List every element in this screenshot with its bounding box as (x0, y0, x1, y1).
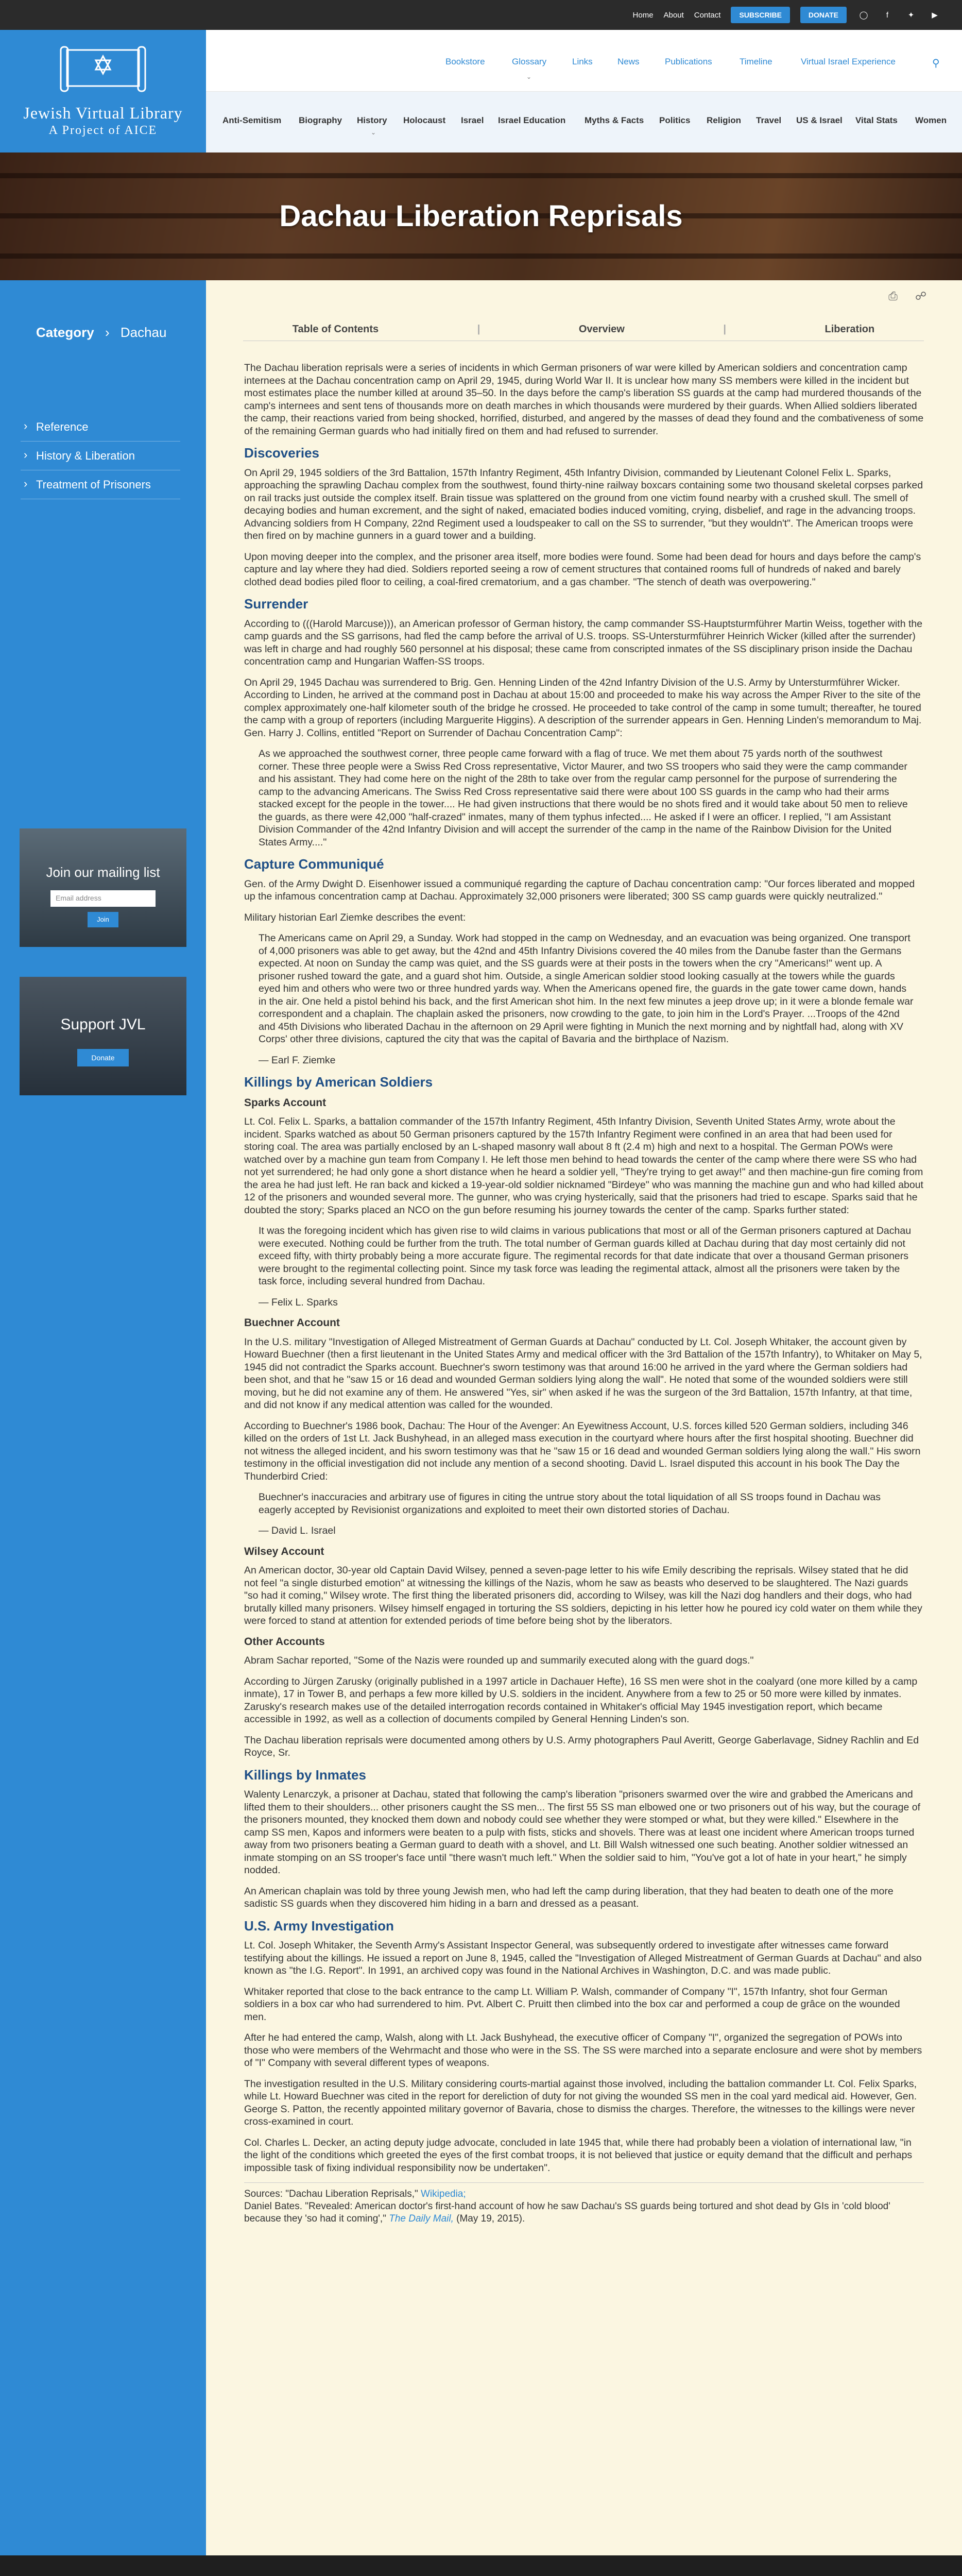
toc-liberation[interactable]: Liberation (824, 324, 875, 335)
top-link-home[interactable]: Home (632, 10, 654, 20)
support-heading: Support JVL (60, 1016, 146, 1033)
nav-links[interactable]: Links (572, 57, 593, 66)
paragraph: According to Buechner's 1986 book, Dachau: The Hour of the Avenger: An Eyewitness Account, U.S. forces killed 520 German soldiers, including 346 killed on the orders of 1st Lt. Jack Bushyhead, in an alleged mass execution in the courtyard where hours after the first hospital shooting. Buechner did not witness the alleged incident, and his sworn testimony was that he "saw 15 or 16 dead and wounded German soldiers lying along the wall." His sworn testimony in the official investigation did not include any mention of a second shooting. David L. Israel disputed this account in his book The Day the Thunderbird Cried: (244, 1420, 921, 1482)
source-link-wikipedia[interactable]: Wikipedia; (421, 2189, 466, 2199)
paragraph: According to Jürgen Zarusky (originally published in a 1997 article in Dachauer Hefte), 16 SS men were shot in the coalyard (one more killed by a camp inmate), 17 in Tower B, and perhaps a few more killed by U.S. soldiers in the incident. Anywhere from a few to 25 or 50 more were killed by inmates. Zarusky's research makes use of the detailed interrogation records contained in Whitaker's official May 1945 investigation report, which became accessible in 1992, as well as a collection of documents compiled by General Henning Linden's son. (244, 1675, 918, 1725)
blockquote: It was the foregoing incident which has given rise to wild claims in various publications that most or all of the German prisoners captured at Dachau were executed. Nothing could be further from the truth. The total number of German guards killed at Dachau during that day most certainly did not exceed fifty, with thirty probably being a more accurate figure. The regimental records for that date indicate that over a thousand German prisoners were brought to the regimental collecting point. Since my task force was leading the regimental attack, almost all the prisoners were taken by the task force, including several hundred from Dachau. (259, 1225, 912, 1287)
chevron-down-icon: ⌄ (526, 73, 532, 80)
top-bar (0, 0, 962, 30)
search-icon[interactable]: ⚲ (932, 58, 940, 69)
heading-killings-inmates: Killings by Inmates (244, 1767, 366, 1783)
shelf-decoration (0, 253, 962, 259)
paragraph: On April 29, 1945 soldiers of the 3rd Battalion, 157th Infantry Regiment, 45th Infantry Division, commanded by Lieutenant Colonel Felix L. Sparks, approaching the sprawling Dachau complex from the southwest, found thirty-nine railway boxcars containing some two thousand skeletal corpses parked on rail tracks just outside the complex itself. Brain tissue was splattered on the ground from one victim found nearby with a crushed skull. The smell of decaying bodies and human excrement, and the sight of naked, emaciated bodies induced vomiting, crying, disbelief, and rage in the advancing troops. Advancing soldiers from H Company, 22nd Regiment used a loudspeaker to call on the SS to surrender, "but they wouldn't". The American troops were then fired on by machine gunners in a guard tower and a building. (244, 467, 923, 541)
toc-overview[interactable]: Overview (578, 324, 625, 335)
nav-history[interactable]: History (357, 115, 387, 125)
nav-publications[interactable]: Publications (665, 57, 712, 66)
nav-glossary[interactable]: Glossary (512, 57, 547, 66)
subscribe-button[interactable]: SUBSCRIBE (731, 7, 789, 23)
email-input[interactable]: Email address (50, 890, 156, 907)
paragraph: Abram Sachar reported, "Some of the Nazis were rounded up and summarily executed along with the guard dogs." (244, 1655, 754, 1666)
join-button[interactable]: Join (88, 912, 118, 927)
paragraph: An American chaplain was told by three young Jewish men, who had left the camp during liberation, that they had beaten to death one of the more sadistic SS guards when they discovered him hiding in a barn and dressed as a peasant. (244, 1885, 894, 1909)
instagram-icon[interactable]: ◯ (859, 11, 868, 20)
paragraph: Lt. Col. Felix L. Sparks, a battalion commander of the 157th Infantry Regiment, 45th Infantry Division, Seventh United States Army, wrote about the incident. Sparks watched as about 50 German prisoners captured by the 157th Infantry Regiment were confined in an area that had been used for storing coal. The area was partially enclosed by an L-shaped masonry wall about 8 ft (2.4 m) high and next to a hospital. The German POWs were watched over by a machine gun team from Company I. He left those men behind to head towards the center of the camp where there were SS who had not yet surrendered; he had only gone a short distance when he heard a soldier yell, "They're trying to get away!" and then machine-gun fire coming from the area he had just left. He ran back and kicked a 19-year-old soldier nicknamed "Birdeye" who was manning the machine gun and who had killed about 12 of the prisoners and wounded several more. The gunner, who was crying hysterically, said that the prisoners had tried to escape. Sparks said that he doubted the story; Sparks placed an NCO on the gun before resuming his journey towards the center of the camp. Sparks further stated: (244, 1116, 923, 1216)
support-box (20, 977, 186, 1095)
source-link-daily-mail[interactable]: The Daily Mail, (389, 2213, 454, 2224)
intro-paragraph: The Dachau liberation reprisals were a series of incidents in which German prisoners of war were killed by American soldiers and concentration camp internees at the Dachau concentration camp on April 29, 1945, during World War II. It is unclear how many SS members were killed in the incident but most estimates place the number killed at around 35–50. In the days before the camp's liberation SS guards at the camp had murdered thousands of the camp's internees and sent tens of thousands more on death marches in which thousands were murdered by their guards. When Allied soldiers liberated the camp, their reactions varied from being shocked, horrified, disturbed, and angered by the masses of dead they found and the combativeness of some of the remaining German guards who had initially fired on them and had refused to surrender. (244, 362, 924, 437)
quote-credit: — David L. Israel (259, 1525, 336, 1536)
toc-divider: | (723, 324, 726, 335)
facebook-icon[interactable]: f (886, 10, 889, 20)
heading-capture: Capture Communiqué (244, 856, 384, 872)
nav-israel[interactable]: Israel (461, 115, 484, 125)
nav-israel-education[interactable]: Israel Education (498, 115, 566, 125)
heading-killings-american: Killings by American Soldiers (244, 1074, 433, 1090)
nav-news[interactable]: News (617, 57, 640, 66)
toc-table-of-contents[interactable]: Table of Contents (292, 324, 379, 335)
paragraph: The Dachau liberation reprisals were documented among others by U.S. Army photographers Paul Averitt, George Gaberlavage, Sidney Rachlin and Ed Royce, Sr. (244, 1734, 919, 1758)
nav-myths-facts[interactable]: Myths & Facts (585, 115, 644, 125)
category-value[interactable]: Dachau (120, 325, 167, 340)
category-label: Category (36, 325, 94, 340)
main-nav (206, 92, 962, 152)
sidebar-donate-button[interactable]: Donate (77, 1049, 129, 1066)
mailing-heading: Join our mailing list (46, 865, 160, 880)
blockquote: As we approached the southwest corner, three people came forward with a flag of truce. We met them about 75 yards north of the southwest corner. These three people were a Swiss Red Cross representative, Victor Maurer, and two SS troopers who said they were the camp commander and his assistant. They had come here on the night of the 28th to take over from the regular camp personnel for the purpose of surrendering the camp to the advancing Americans. The Swiss Red Cross representative said there were about 100 SS guards in the camp who had their arms stacked except for the people in the tower.... He had given instructions that there would be no shots fired and it would take about 50 men to relieve the guards, as there were 42,000 "half-crazed" inmates, many of them typhus infected.... He asked if I were an officer. I replied, "I am Assistant Division Commander of the 42nd Infantry Division and will accept the surrender of the camp in the name of the Rainbow Division for the United States Army...." (259, 748, 908, 848)
category-heading (36, 325, 166, 341)
brand-subtitle: A Project of AICE (48, 124, 158, 137)
paragraph: Gen. of the Army Dwight D. Eisenhower issued a communiqué regarding the capture of Dachau concentration camp: "Our forces liberated and mopped up the infamous concentration camp at Dachau. Approximately 32,000 prisoners were liberated; 300 SS camp guards were quickly neutralized." (244, 878, 915, 902)
site-logo[interactable] (0, 30, 206, 152)
heading-buechner: Buechner Account (244, 1317, 340, 1329)
page-tools (886, 290, 928, 304)
table-of-contents (243, 324, 924, 341)
quote-credit: — Earl F. Ziemke (259, 1054, 336, 1066)
paragraph: An American doctor, 30-year old Captain David Wilsey, penned a seven-page letter to his wife Emily describing the reprisals. Wilsey stated that he did not feel "a single disturbed emotion" at witnessing the killings of the Nazis, whom he saw as beasts who deserved to be slaughtered. The Nazi guards "so had it coming," Wilsey wrote. The first thing the liberated prisoners did, according to Wilsey, was kill the Nazi dog handlers and their dogs, who had brutally killed many prisoners. Wilsey himself engaged in torturing the SS soldiers, depicting in his letter how he poured icy cold water on them while they were forced to stand at attention for extended periods of time before being shot by the liberators. (244, 1565, 922, 1626)
page-title: Dachau Liberation Reprisals (279, 199, 683, 233)
paragraph: Upon moving deeper into the complex, and the prisoner area itself, more bodies were found. Some had been dead for hours and days before the camp's capture and lay where they had died. Soldiers reported seeing a row of cement structures that contained rooms full of hundreds of naked and barely clothed dead bodies piled floor to ceiling, a coal-fired crematorium, and a gas chamber. "The stench of death was overpowering." (244, 551, 921, 588)
paragraph: The investigation resulted in the U.S. Military considering courts-martial against those involved, including the battalion commander Lt. Col. Felix Sparks, while Lt. Howard Buechner was cited in the report for dereliction of duty for not giving the wounded SS men in the coal yard medical aid. However, Gen. George S. Patton, the recently appointed military governor of Bavaria, chose to dismiss the charges. Therefore, the witnesses to the killings were never cross-examined in court. (244, 2078, 917, 2127)
torah-scroll-icon (57, 45, 149, 96)
paragraph: Col. Charles L. Decker, an acting deputy judge advocate, concluded in late 1945 that, while there had probably been a violation of international law, "in the light of the conditions which greeted the eyes of the first combat troops, it is not believed that justice or equity demand that the difficult and perhaps impossible task of fixing individual responsibility now be undertaken". (244, 2137, 913, 2174)
source-text: Sources: "Dachau Liberation Reprisals," (244, 2189, 418, 2199)
footer (0, 2555, 962, 2576)
sidebar-item-reference[interactable]: › Reference (21, 415, 180, 442)
paragraph: Military historian Earl Ziemke describes the event: (244, 911, 466, 923)
paragraph: Lt. Col. Joseph Whitaker, the Seventh Army's Assistant Inspector General, was subsequently ordered to investigate after witnesses came forward testifying about the killings. He issued a report on June 8, 1945, called the "Investigation of Alleged Mistreatment of German Guards at Dachau" and also known as "the I.G. Report". In 1991, an archived copy was found in the National Archives in Washington, D.C. and was made public. (244, 1940, 922, 1976)
heading-surrender: Surrender (244, 596, 308, 612)
sidebar-item-history-liberation[interactable]: › History & Liberation (21, 444, 180, 470)
nav-religion[interactable]: Religion (707, 115, 742, 125)
heading-wilsey: Wilsey Account (244, 1545, 324, 1557)
twitter-icon[interactable]: ✦ (907, 11, 915, 20)
nav-antisemitism[interactable]: Anti-Semitism (222, 115, 282, 125)
youtube-icon[interactable]: ▶ (932, 11, 938, 20)
article-body (244, 362, 924, 2225)
brand-title: Jewish Virtual Library (23, 104, 183, 122)
nav-women[interactable]: Women (915, 115, 947, 125)
share-icon[interactable]: ☍ (915, 290, 927, 302)
print-icon[interactable]: ⎙ (888, 290, 898, 302)
nav-travel[interactable]: Travel (756, 115, 782, 125)
nav-us-israel[interactable]: US & Israel (796, 115, 843, 125)
paragraph: After he had entered the camp, Walsh, along with Lt. Jack Bushyhead, the executive officer of Company "I", organized the segregation of POWs into those who were members of the Wehrmacht and those who were in the SS. The SS were marched into a separate enclosure and were shot by members of "I" Company with several different types of weapons. (244, 2032, 922, 2069)
mailing-list-box (20, 828, 186, 947)
nav-vital-stats[interactable]: Vital Stats (855, 115, 898, 125)
hero-banner (0, 152, 962, 280)
nav-bookstore[interactable]: Bookstore (445, 57, 485, 66)
heading-us-army: U.S. Army Investigation (244, 1918, 394, 1934)
paragraph: On April 29, 1945 Dachau was surrendered to Brig. Gen. Henning Linden of the 42nd Infantry Division of the U.S. Army by Untersturmführer Wicker. According to Linden, he arrived at the command post in Dachau at about 15:00 and proceeded to make his way across the Amper River to the site of the complex approximately one-half kilometer south of the bridge he crossed. He proceeded to take control of the camp in some tumult; thereafter, he toured the camp with a group of reporters (including Marguerite Higgins). A description of the surrender appears in Gen. Henning Linden's memorandum to Maj. Gen. Harry J. Collins, entitled "Report on Surrender of Dachau Concentration Camp": (244, 676, 922, 739)
paragraph: Walenty Lenarczyk, a prisoner at Dachau, stated that following the camp's liberation "prisoners swarmed over the wire and grabbed the Americans and lifted them to their shoulders... other prisoners caught the SS men... The first 55 SS man elbowed one or two prisoners out of his way, but the courage of the prisoners mounted, they knocked them down and nobody could see whether they were stomped or what, but they were killed." Elsewhere in the camp SS men, Kapos and informers were beaten to a pulp with fists, sticks and shovels. There was at least one incident where American troops turned away from two prisoners beating a German guard to death with a shovel, and Lt. Bill Walsh witnessed one such beating. Another soldier witnessed an inmate stomping on an SS trooper's face until "there wasn't much left." When the soldier said to him, "You've got a lot of hate in your heart," he simply nodded. (244, 1789, 920, 1876)
sources (244, 2182, 924, 2225)
nav-biography[interactable]: Biography (299, 115, 342, 125)
heading-other: Other Accounts (244, 1635, 325, 1648)
main-content (206, 280, 962, 2555)
paragraph: Whitaker reported that close to the back entrance to the camp Lt. William P. Walsh, commander of Company "I", 157th Infantry, shot four German soldiers in a box car who had surrendered to him. Pvt. Albert C. Pruitt then climbed into the box car and performed a coup de grâce on the wounded men. (244, 1986, 900, 2023)
secondary-nav (206, 30, 962, 92)
quote-credit: — Felix L. Sparks (259, 1296, 338, 1308)
sidebar (0, 280, 206, 2555)
source-date: (May 19, 2015). (456, 2213, 525, 2224)
heading-sparks: Sparks Account (244, 1096, 327, 1109)
donate-button[interactable]: DONATE (800, 7, 847, 23)
chevron-down-icon: ⌄ (371, 129, 376, 136)
paragraph: According to (((Harold Marcuse))), an American professor of German history, the camp commander SS-Hauptsturmführer Martin Weiss, together with the camp guards and the SS garrisons, had fled the camp before the arrival of U.S. troops. SS-Untersturmführer Heinrich Wicker (killed after the surrender) was left in charge and had roughly 560 personnel at his disposal; these came from conscripted inmates of the SS disciplinary prison inside the Dachau concentration camp and Hungarian Waffen-SS troops. (244, 618, 923, 667)
nav-virtual-israel[interactable]: Virtual Israel Experience (801, 57, 896, 66)
top-link-about[interactable]: About (663, 10, 684, 20)
blockquote: The Americans came on April 29, a Sunday. Work had stopped in the camp on Wednesday, and an evacuation was being organized. One transport of 4,000 prisoners was able to get away, but the 42nd and 45th Infantry Divisions covered the 40 miles from the Danube faster than the Germans expected. At noon on Sunday the camp was quiet, and the SS guards were at their posts in the towers when the cry "Americans!" went up. A prisoner rushed toward the gate, and a guard shot him. Outside, a single American soldier stood looking casually at the towers while the guards eyed him and others who were two or three hundred yards way. When the Americans opened fire, the guards in the gate tower came down, hands in the air. One held a pistol behind his back, and the first American shot him. In the next few minutes a jeep drove up; in it were a blonde female war correspondent and a chaplain. The chaplain asked the prisoners, now crowding to the gate, to join him in the Lord's Prayer. ...Troops of the 42nd and 45th Divisions who liberated Dachau in the afternoon on 29 April were fighting in Munich the next morning and by nightfall had, along with XV Corps' other three divisions, captured the city that was the capital of Bavaria and the birthplace of Nazism. (259, 933, 914, 1045)
shelf-decoration (0, 173, 962, 178)
top-link-contact[interactable]: Contact (694, 10, 721, 20)
nav-holocaust[interactable]: Holocaust (403, 115, 446, 125)
paragraph: In the U.S. military "Investigation of Alleged Mistreatment of German Guards at Dachau" conducted by Lt. Col. Joseph Whitaker, the account given by Howard Buechner (then a first lieutenant in the United States Army and medical officer with the 3rd Battalion of the 157th Infantry), to Whitaker on May 5, 1945 did not contradict the Sparks account. Buechner's sworn testimony was that around 16:00 he arrived in the yard where the German soldiers had been shot, and that he "saw 15 or 16 dead and wounded German soldiers lying along the wall". He noted that some of the wounded soldiers were still moving, but he did not examine any of them. He answered "Yes, sir" when asked if he was the surgeon of the 3rd Battalion, 157th Infantry, at that time, and did not know if any medical attention was called for the wounded. (244, 1336, 922, 1411)
toc-divider: | (477, 324, 480, 335)
source-text: Daniel Bates. "Revealed: American doctor's first-hand account of how he saw Dachau's SS guards being tortured and shot dead by GIs in 'cold blood' because they 'so had it coming'," (244, 2201, 890, 2224)
nav-timeline[interactable]: Timeline (740, 57, 772, 66)
nav-politics[interactable]: Politics (659, 115, 691, 125)
heading-discoveries: Discoveries (244, 445, 319, 461)
sidebar-item-treatment-prisoners[interactable]: › Treatment of Prisoners (21, 473, 180, 499)
blockquote: Buechner's inaccuracies and arbitrary use of figures in citing the untrue story about the total liquidation of all SS troops found in Dachau was eagerly accepted by Revisionist organizations and exploited to meet their own distorted stories of Dachau. (259, 1492, 881, 1516)
chevron-right-icon: › (105, 325, 110, 340)
